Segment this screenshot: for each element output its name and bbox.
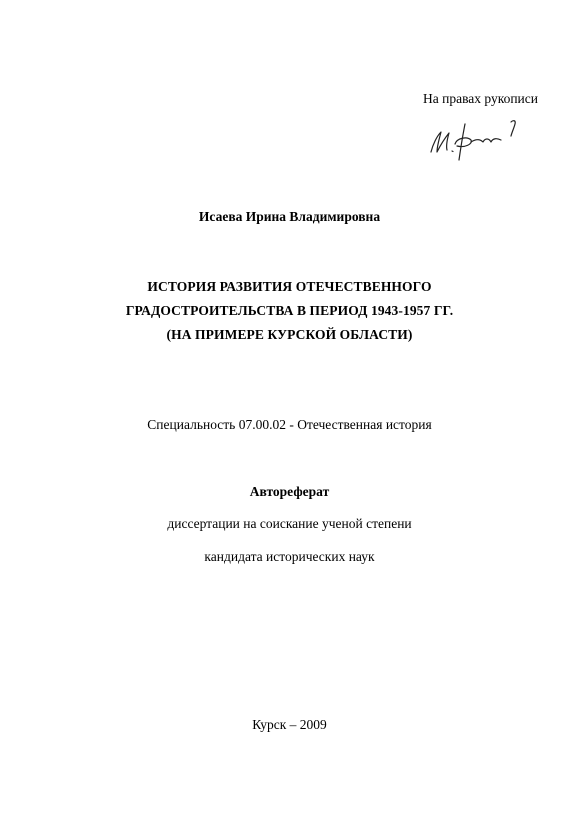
place-year: Курск – 2009 [252,717,327,732]
signature-icon [425,116,525,164]
specialty: Специальность 07.00.02 - Отечественная история [147,417,432,432]
title-line: ИСТОРИЯ РАЗВИТИЯ ОТЕЧЕСТВЕННОГО [147,279,432,294]
degree-line: кандидата исторических наук [204,549,375,564]
author-name: Исаева Ирина Владимировна [198,209,381,224]
title-line: (НА ПРИМЕРЕ КУРСКОЙ ОБЛАСТИ) [166,327,413,342]
abstract-label: Автореферат [249,484,330,499]
title-line: ГРАДОСТРОИТЕЛЬСТВА В ПЕРИОД 1943-1957 ГГ. [125,303,454,318]
manuscript-note: На правах рукописи [422,91,538,106]
degree-line: диссертации на соискание ученой степени [167,516,412,531]
